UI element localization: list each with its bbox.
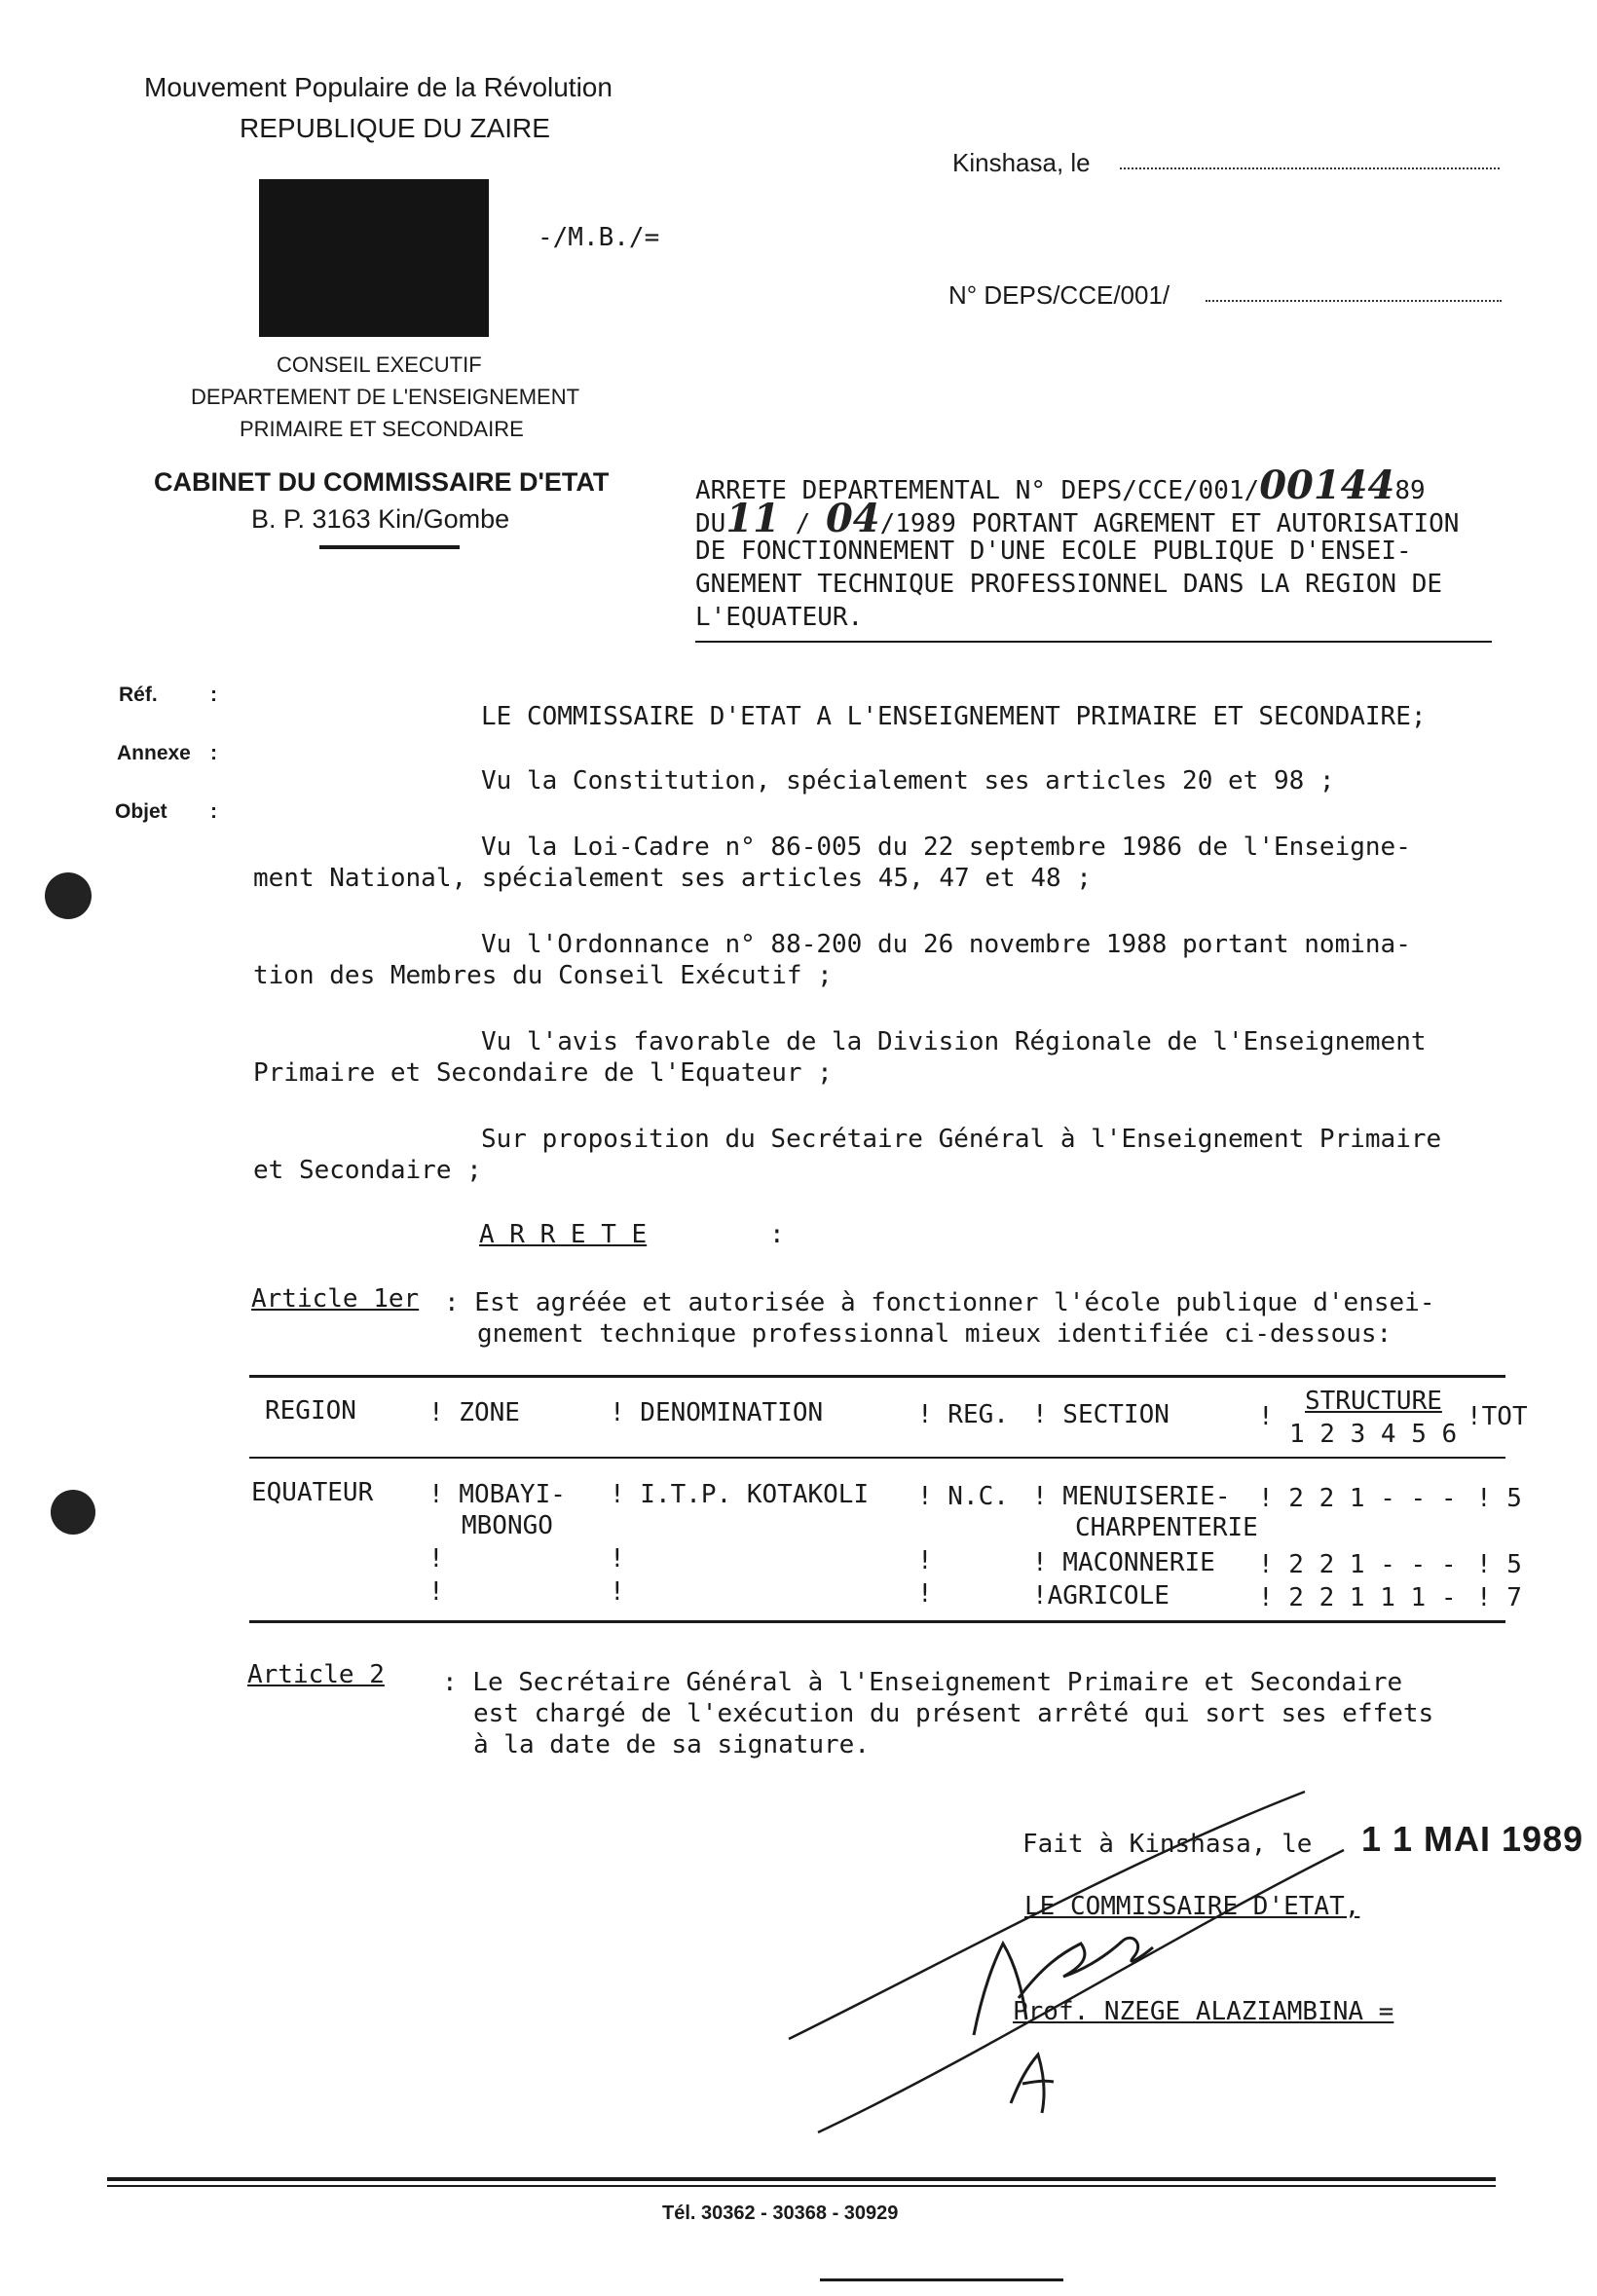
vu-loi-cadre-line2: ment National, spécialement ses articles 45, 47 et 48 ; <box>253 864 1092 893</box>
decree-handwritten-month: 04 <box>825 496 880 541</box>
commissioner-title: LE COMMISSAIRE D'ETAT, <box>1024 1892 1360 1921</box>
row2-zone: ! <box>428 1544 444 1574</box>
decree-underline <box>695 641 1492 643</box>
article1-line1: : Est agréée et autorisée à fonctionner l'école publique d'ensei- <box>444 1288 1435 1317</box>
vu-loi-cadre-line1: Vu la Loi-Cadre n° 86-005 du 22 septembre 1986 de l'Enseigne- <box>481 833 1411 862</box>
punch-hole-bottom <box>51 1490 95 1535</box>
arrete-colon: : <box>769 1220 785 1249</box>
footer-rule-bottom <box>107 2185 1496 2187</box>
decree-handwritten-day: 11 <box>725 496 780 541</box>
row1-zone-line2: MBONGO <box>462 1511 553 1540</box>
article1-label: Article 1er <box>251 1284 420 1314</box>
cabinet-title: CABINET DU COMMISSAIRE D'ETAT <box>154 467 610 497</box>
header-denomination: ! DENOMINATION <box>610 1398 824 1427</box>
decree-line3: DE FONCTIONNEMENT D'UNE ECOLE PUBLIQUE D'ENSEI- <box>695 537 1412 566</box>
header-reg: ! REG. <box>917 1400 1009 1429</box>
table-header-rule <box>249 1457 1505 1459</box>
vu-constitution: Vu la Constitution, spécialement ses articles 20 et 98 ; <box>481 766 1335 796</box>
stamped-date: 1 1 MAI 1989 <box>1361 1819 1584 1859</box>
proposition-line2: et Secondaire ; <box>253 1156 482 1185</box>
place-label: Kinshasa, le <box>952 148 1091 177</box>
decree-line1-suffix: 89 <box>1394 476 1426 505</box>
header-section: ! SECTION <box>1032 1400 1170 1429</box>
row1-total: ! 5 <box>1476 1484 1522 1513</box>
row3-total: ! 7 <box>1476 1583 1522 1612</box>
article2-line1: : Le Secrétaire Général à l'Enseignement Primaire et Secondaire <box>442 1668 1403 1697</box>
signatory-name: Prof. NZEGE ALAZIAMBINA = <box>1013 1997 1394 2026</box>
objet-colon: : <box>210 800 217 823</box>
number-label: N° DEPS/CCE/001/ <box>948 280 1170 310</box>
header-tot: !TOT <box>1467 1402 1528 1431</box>
article2-line2: est chargé de l'exécution du présent arrêté qui sort ses effets <box>473 1699 1434 1728</box>
proposition-line1: Sur proposition du Secrétaire Général à l'Enseignement Primaire <box>481 1125 1442 1154</box>
row2-structure: ! 2 2 1 - - - <box>1258 1550 1457 1579</box>
decree-line1-prefix: ARRETE DEPARTEMENTAL N° DEPS/CCE/001/ <box>695 476 1260 505</box>
annexe-label: Annexe <box>117 742 191 764</box>
row1-region: EQUATEUR <box>251 1478 374 1507</box>
decree-line4: GNEMENT TECHNIQUE PROFESSIONNEL DANS LA REGION DE <box>695 570 1443 599</box>
article1-line2: gnement technique professionnal mieux identifiée ci-dessous: <box>477 1319 1393 1349</box>
arrete-heading: A R R E T E <box>479 1220 648 1249</box>
decree-handwritten-number: 00144 <box>1259 463 1395 508</box>
footer-rule-top <box>107 2177 1496 2181</box>
punch-hole-top <box>45 872 92 919</box>
row3-denomination: ! <box>610 1577 625 1607</box>
ref-label: Réf. <box>119 684 158 706</box>
vu-avis-line2: Primaire et Secondaire de l'Equateur ; <box>253 1058 833 1088</box>
decree-line2: DU11 / 04/1989 PORTANT AGREMENT ET AUTORISATION <box>695 496 1460 541</box>
table-bottom-rule <box>249 1620 1505 1623</box>
footer-bottom-stub <box>820 2278 1063 2281</box>
footer-telephone: Tél. 30362 - 30368 - 30929 <box>662 2203 899 2224</box>
row1-structure: ! 2 2 1 - - - <box>1258 1484 1457 1513</box>
mb-reference: -/M.B./= <box>538 223 660 252</box>
article2-line3: à la date de sa signature. <box>473 1730 870 1759</box>
redacted-seal <box>259 179 489 337</box>
header-structure-columns: 1 2 3 4 5 6 <box>1289 1420 1458 1449</box>
postal-box: B. P. 3163 Kin/Gombe <box>251 504 510 534</box>
row1-section-line2: CHARPENTERIE <box>1075 1513 1258 1542</box>
department-line2: PRIMAIRE ET SECONDAIRE <box>240 417 524 441</box>
council-label: CONSEIL EXECUTIF <box>277 352 482 377</box>
table-top-rule <box>249 1375 1505 1378</box>
vu-ordonnance-line2: tion des Membres du Conseil Exécutif ; <box>253 961 833 990</box>
article2-label: Article 2 <box>247 1660 385 1689</box>
row2-reg: ! <box>917 1546 933 1575</box>
cabinet-underline <box>319 545 460 549</box>
row2-denomination: ! <box>610 1544 625 1574</box>
row1-denomination: ! I.T.P. KOTAKOLI <box>610 1480 870 1509</box>
row3-section: !AGRICOLE <box>1032 1581 1170 1611</box>
vu-avis-line1: Vu l'avis favorable de la Division Régionale de l'Enseignement <box>481 1027 1427 1056</box>
row1-section-line1: ! MENUISERIE- <box>1032 1482 1231 1511</box>
commissioner-heading: LE COMMISSAIRE D'ETAT A L'ENSEIGNEMENT PRIMAIRE ET SECONDAIRE; <box>481 702 1427 731</box>
decree-line5: L'EQUATEUR. <box>695 603 864 632</box>
header-structure: STRUCTURE <box>1305 1387 1442 1416</box>
number-fill-line <box>1206 300 1502 302</box>
row2-total: ! 5 <box>1476 1550 1522 1579</box>
movement-title: Mouvement Populaire de la Révolution <box>144 72 613 102</box>
decree-line2-prefix: DU <box>695 509 726 538</box>
row1-reg: ! N.C. <box>917 1482 1009 1511</box>
date-fill-line <box>1120 167 1500 169</box>
department-line1: DEPARTEMENT DE L'ENSEIGNEMENT <box>191 385 580 409</box>
republic-title: REPUBLIQUE DU ZAIRE <box>240 113 550 143</box>
fait-a-kinshasa: Fait à Kinshasa, le <box>1022 1830 1313 1859</box>
decree-line2-suffix: /1989 PORTANT AGREMENT ET AUTORISATION <box>879 509 1460 538</box>
row1-zone-line1: ! MOBAYI- <box>428 1480 566 1509</box>
header-zone: ! ZONE <box>428 1398 520 1427</box>
row3-zone: ! <box>428 1577 444 1607</box>
annexe-colon: : <box>210 742 217 764</box>
row3-reg: ! <box>917 1579 933 1609</box>
row3-structure: ! 2 2 1 1 1 - <box>1258 1583 1457 1612</box>
header-region: REGION <box>265 1396 356 1426</box>
row2-section: ! MACONNERIE <box>1032 1548 1215 1577</box>
objet-label: Objet <box>115 800 167 823</box>
ref-colon: : <box>210 684 217 706</box>
vu-ordonnance-line1: Vu l'Ordonnance n° 88-200 du 26 novembre 1988 portant nomina- <box>481 930 1411 959</box>
